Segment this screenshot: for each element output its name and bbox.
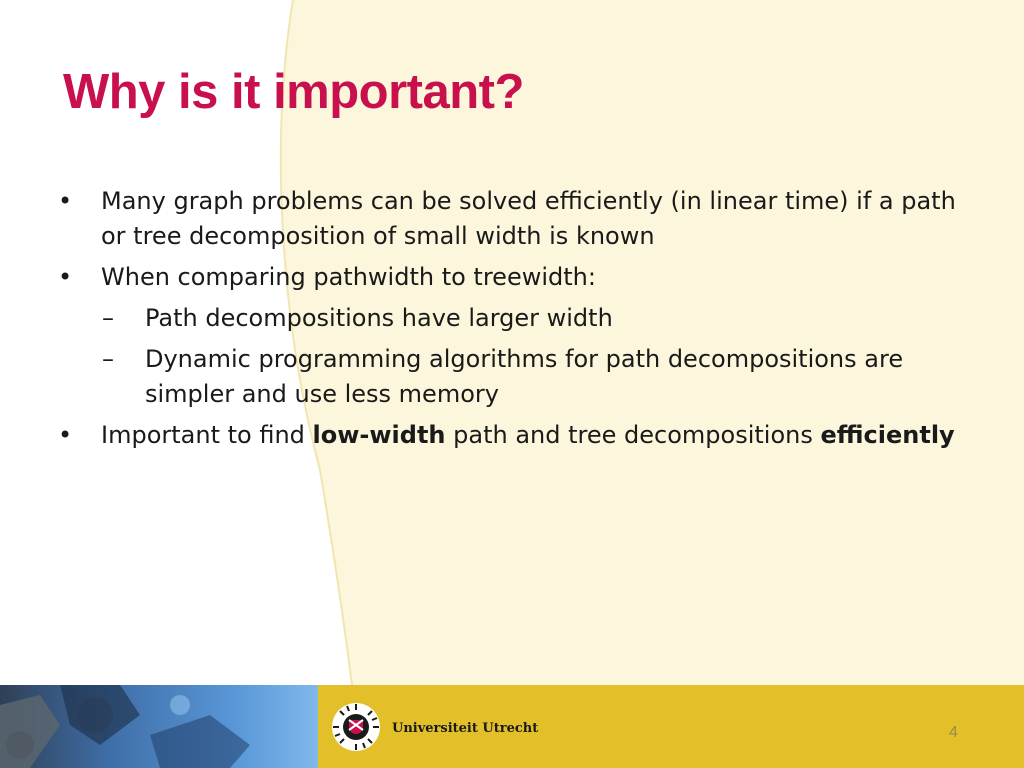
bullet-item bbox=[58, 418, 978, 453]
bullet-marker: • bbox=[58, 263, 73, 291]
dash-marker: – bbox=[102, 345, 114, 373]
bullet-text-part: path and tree decompositions bbox=[445, 421, 821, 449]
bullet-list bbox=[58, 184, 978, 459]
bullet-item bbox=[58, 184, 978, 254]
university-name: Universiteit Utrecht bbox=[392, 721, 539, 736]
page-title: Why is it important? bbox=[63, 65, 524, 119]
bullet-marker: • bbox=[58, 187, 73, 215]
dash-marker: – bbox=[102, 304, 114, 332]
page-number: 4 bbox=[949, 724, 958, 741]
university-logo bbox=[330, 702, 550, 752]
bullet-item bbox=[58, 260, 978, 295]
sun-seal-icon bbox=[330, 702, 382, 752]
bullet-marker: • bbox=[58, 421, 73, 449]
bullet-text: When comparing pathwidth to treewidth: bbox=[101, 263, 596, 291]
sub-bullet-text: Path decompositions have larger width bbox=[145, 304, 613, 332]
bold-emphasis: low-width bbox=[312, 421, 446, 449]
footer-photo bbox=[0, 685, 318, 768]
sub-bullet-item bbox=[102, 342, 978, 412]
bold-emphasis: efficiently bbox=[820, 421, 955, 449]
sub-bullet-item bbox=[102, 301, 978, 336]
sub-bullet-text: Dynamic programming algorithms for path decompositions are simpler and use less memory bbox=[145, 345, 904, 408]
bullet-text-part: Important to find bbox=[101, 421, 313, 449]
bullet-text: Many graph problems can be solved efficiently (in linear time) if a path or tree decomposition of small width is known bbox=[101, 187, 956, 250]
